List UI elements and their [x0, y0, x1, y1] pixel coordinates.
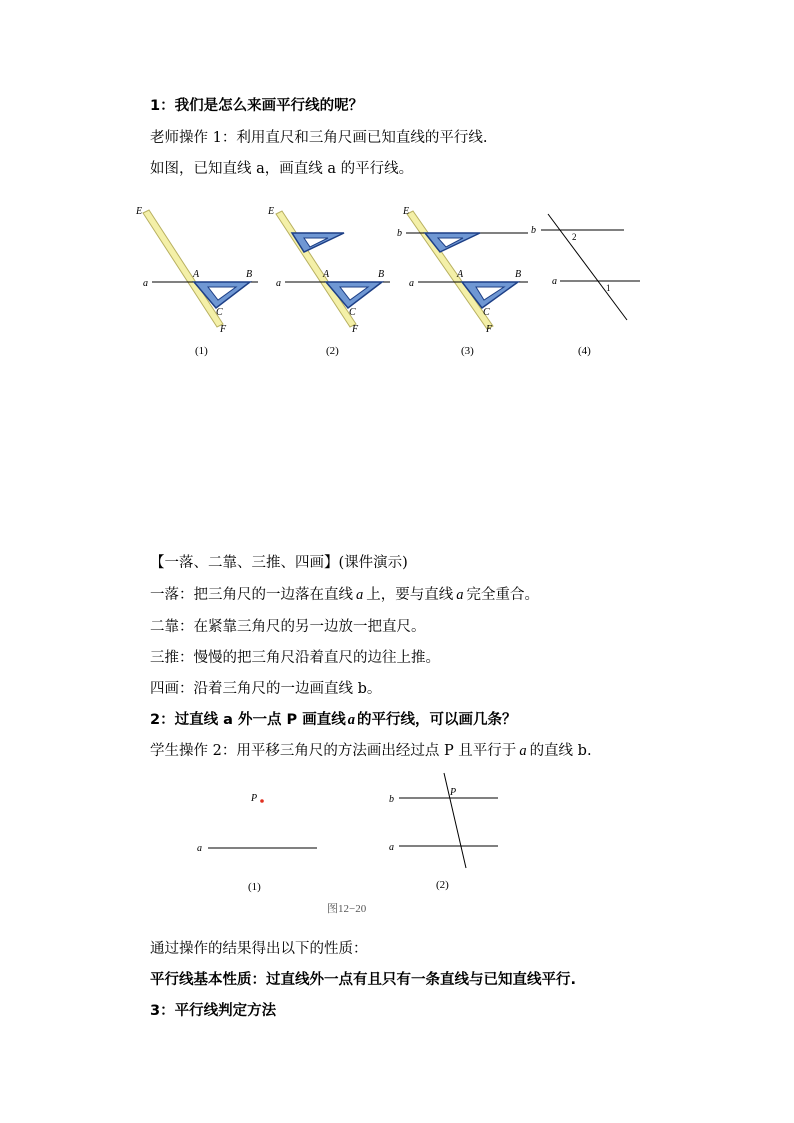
label-E-3: E	[403, 206, 410, 217]
student-operation-text: 学生操作 2：用平移三角尺的方法画出经过点 P 且平行于 a 的直线 b.	[150, 743, 592, 759]
label-P-fig2-1: P	[251, 793, 258, 804]
label-a-1: a	[143, 278, 148, 289]
label-A-3: A	[457, 269, 464, 280]
caption-1: (1)	[195, 345, 208, 357]
label-B-2: B	[378, 269, 385, 280]
method-step-1: 一落：把三角尺的一边落在直线 a 上，要与直线 a 完全重合。	[150, 587, 539, 603]
figure2-part1	[197, 793, 317, 893]
label-B-3: B	[515, 269, 522, 280]
label-F-3: F	[486, 324, 493, 335]
method-step-3: 三推：慢慢的把三角尺沿着直尺的边往上推。	[150, 650, 440, 666]
method-title	[150, 553, 408, 573]
fig2-caption-2: (2)	[436, 879, 449, 891]
label-F-1: F	[220, 324, 227, 335]
label-b-4: b	[531, 225, 536, 236]
label-C-3: C	[483, 307, 490, 318]
angle-label-1: 1	[606, 283, 611, 293]
figure2-title: 图12−20	[327, 903, 367, 915]
method-title-main: 【一落、二靠、三推、四画】	[150, 555, 339, 571]
label-a-fig2-1: a	[197, 843, 202, 854]
point-P	[260, 799, 264, 803]
diagram-3	[397, 206, 528, 357]
method-title-note: (课件演示)	[338, 555, 408, 571]
diagram-4	[531, 214, 640, 357]
label-B-1: B	[246, 269, 253, 280]
caption-4: (4)	[578, 345, 591, 357]
label-C-2: C	[349, 307, 356, 318]
method-step-4: 四画：沿着三角尺的一边画直线 b。	[150, 681, 382, 697]
caption-3: (3)	[461, 345, 474, 357]
caption-2: (2)	[326, 345, 339, 357]
teacher-operation-text: 老师操作 1：利用直尺和三角尺画已知直线的平行线.	[150, 130, 488, 146]
label-a-2: a	[276, 278, 281, 289]
label-a-4: a	[552, 276, 557, 287]
label-C-1: C	[216, 307, 223, 318]
ruler-1	[143, 210, 223, 327]
diagram-1	[135, 206, 258, 357]
figure2-part2	[389, 773, 498, 891]
label-P-fig2-2: P	[450, 787, 457, 798]
method-step-2: 二靠：在紧靠三角尺的另一边放一把直尺。	[150, 619, 426, 635]
label-A-2: A	[323, 269, 330, 280]
parallel-property: 平行线基本性质：过直线外一点有且只有一条直线与已知直线平行.	[150, 972, 577, 988]
label-b-3: b	[397, 228, 402, 239]
label-A-1: A	[193, 269, 200, 280]
label-F-2: F	[352, 324, 359, 335]
conclusion-lead: 通过操作的结果得出以下的性质：	[150, 941, 368, 957]
section3-heading: 3：平行线判定方法	[150, 1003, 277, 1019]
figure-intro-text: 如图，已知直线 a，画直线 a 的平行线。	[150, 161, 414, 177]
label-E-2: E	[268, 206, 275, 217]
fig2-caption-1: (1)	[248, 881, 261, 893]
label-a-fig2-2: a	[389, 842, 394, 853]
label-b-fig2: b	[389, 794, 394, 805]
diagram-2	[267, 206, 390, 357]
label-E-1: E	[136, 206, 143, 217]
section1-heading: 1：我们是怎么来画平行线的呢？	[150, 98, 364, 114]
ruler-2	[276, 211, 356, 327]
label-a-3: a	[409, 278, 414, 289]
ruler-3	[407, 211, 493, 329]
angle-label-2: 2	[572, 232, 577, 242]
section2-question: 2：过直线 a 外一点 P 画直线 a 的平行线，可以画几条？	[150, 712, 517, 728]
